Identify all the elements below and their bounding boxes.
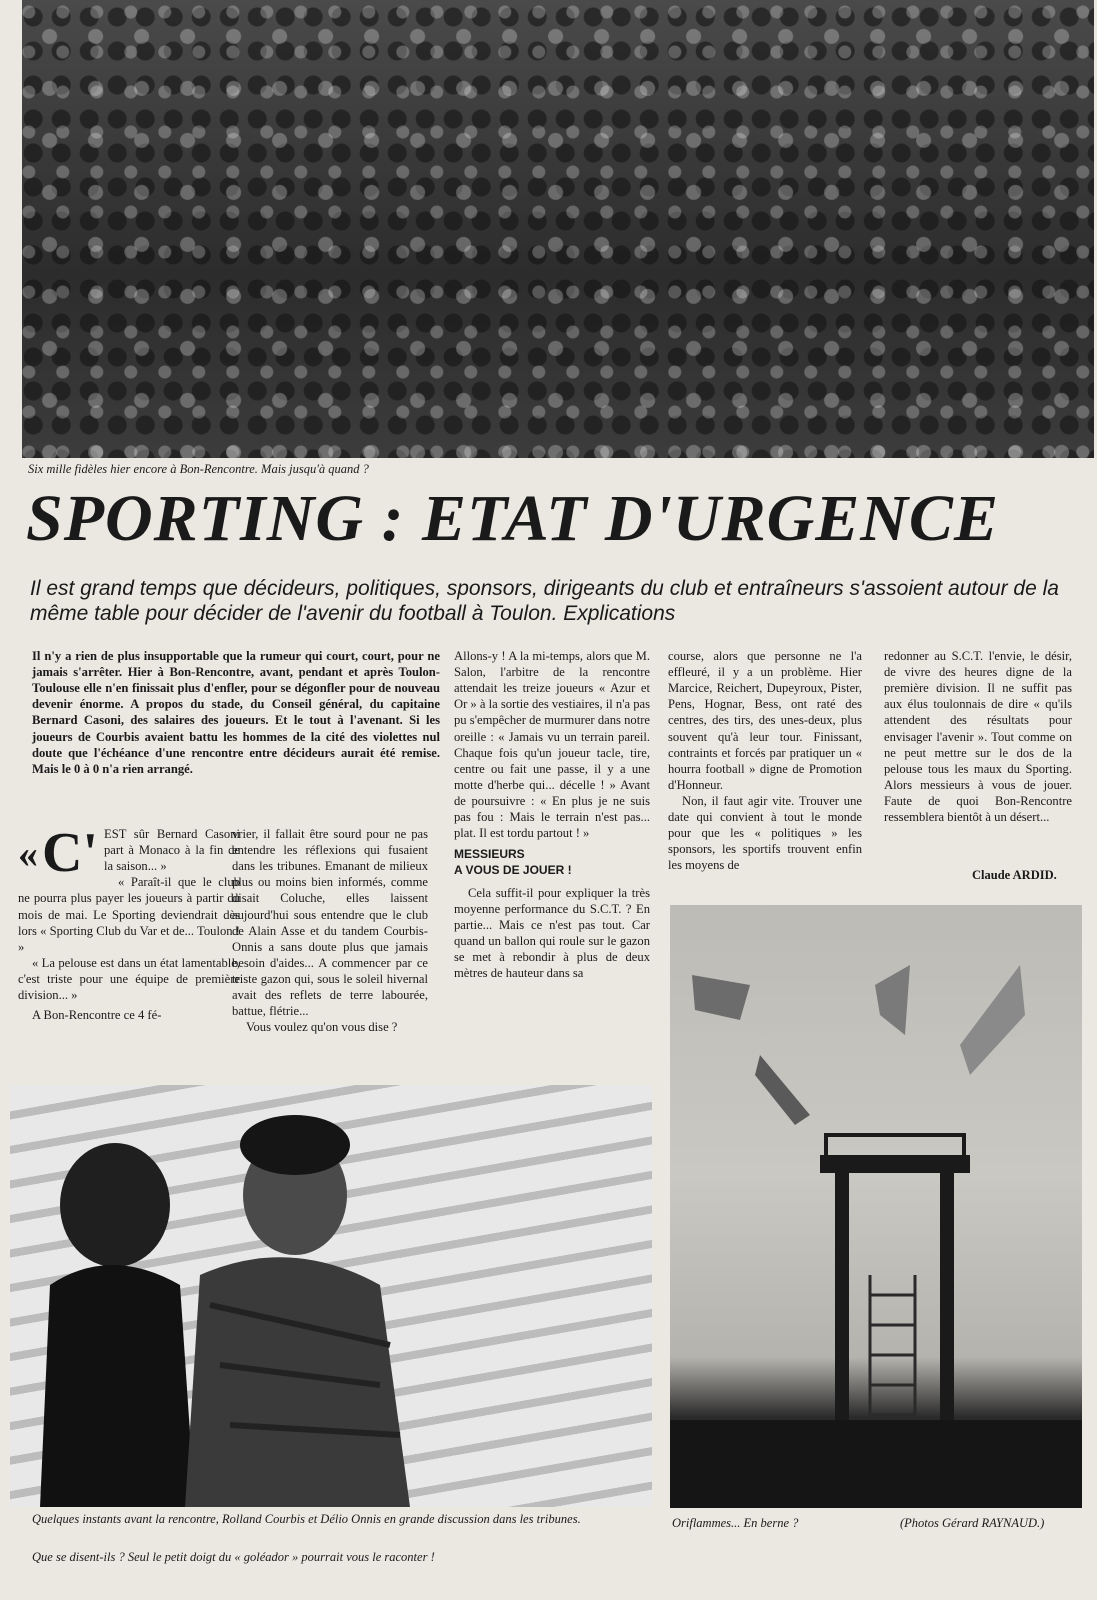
headline: SPORTING : ETAT D'URGENCE (26, 482, 999, 555)
crowd-photo-caption: Six mille fidèles hier encore à Bon-Rencontre. Mais jusqu'à quand ? (28, 462, 369, 476)
column-2-paragraph-1: vrier, il fallait être sourd pour ne pas entendre les réflexions qui fusaient dans les tribunes. Emanant de milieux plus ou moins bien informés, comme disait Coluche, elles laissent aujourd'hui sous entendre que le club de Alain Asse et du tandem Courbis-Onnis a sans doute plus que jamais besoin d'aides... A commencer par ce triste gazon qui, sous le soleil hivernal avait des reflets de terre labourée, battue, flétrie... (232, 827, 428, 1019)
column-1-paragraph-4: A Bon-Rencontre ce 4 fé- (32, 1008, 162, 1023)
column-4-paragraph-2: Non, il faut agir vite. Trouver une date qui convient à tout le monde pour que les « politiques » les sponsors, les sportifs trouvent enfin les moyens de (668, 793, 862, 873)
column-2-paragraph-2: Vous voulez qu'on vous dise ? (246, 1020, 398, 1035)
column-5 (884, 648, 1072, 825)
column-1-paragraph-3: « La pelouse est dans un état lamentable, c'est triste pour une équipe de première division... » (18, 955, 240, 1003)
coaches-illustration (10, 1085, 652, 1507)
column-1-paragraph-1 (18, 822, 240, 884)
crowd-photo (22, 0, 1094, 458)
coaches-photo-caption-1: Quelques instants avant la rencontre, Rolland Courbis et Délio Onnis en grande discussion dans les tribunes. (32, 1512, 581, 1526)
deck: Il est grand temps que décideurs, politiques, sponsors, dirigeants du club et entraîneurs s'assoient autour de la même table pour décider de l'avenir du football à Toulon. Explications (30, 577, 1059, 626)
byline: Claude ARDID. (972, 868, 1057, 882)
flags-photo-caption: Oriflammes... En berne ? (672, 1516, 799, 1530)
column-4-paragraph-1: course, alors que personne ne l'a effleuré, il y a un problème. Hier Marcice, Reichert, Dupeyroux, Pister, Pens, Hognar, Bess, ont raté des centres, des tirs, des unes-deux, plus souvent qu'à leur tour. Finissant, contraints et forcés par pratiquer un « hourra football » digne de Promotion d'Honneur. (668, 649, 862, 792)
column-3-subhead (454, 847, 650, 878)
column-1-text-1: EST sûr Bernard Casoni part à Monaco à la fin de la saison... » (104, 827, 240, 874)
column-5-paragraph-1: redonner au S.C.T. l'envie, le désir, de vivre des heures digne de la première division. Il ne suffit pas aux élus toulonnais de dire « qu'ils attendent des résultats pour envisager l'avenir ». Tout comme on ne peut mettre sur le dos de la pelouse tous les maux du Sporting. Alors messieurs à vous de jouer. Faute de quoi Bon-Rencontre ressemblera bientôt à un désert... (884, 649, 1072, 825)
column-4 (668, 648, 862, 874)
flag-tower-illustration (670, 905, 1082, 1508)
drop-cap: C' (42, 822, 98, 884)
subhead-line-1: MESSIEURS (454, 847, 525, 862)
coaches-photo-caption-2: Que se disent-ils ? Seul le petit doigt du « goléador » pourrait vous le raconter ! (32, 1550, 435, 1564)
column-3-paragraph-1: Allons-y ! A la mi-temps, alors que M. Salon, l'arbitre de la rencontre attendait les treize joueurs « Azur et Or » à la sortie des vestiaires, il n'a pas pu s'empêcher de murmurer dans notre oreille : « Jamais vu un terrain pareil. Chaque fois qu'un joueur tacle, tire, centre ou fait une passe, il y a une motte d'herbe qui... décelle ! » Avant de poursuivre : « En plus je ne suis pas fou : Mais le terrain n'est pas... plat. Il est tordu partout ! » (454, 649, 651, 841)
column-3-paragraph-2: Cela suffit-il pour expliquer la très moyenne performance du S.C.T. ? En partie... Mais ce n'est pas tout. Car quand un ballon qui roule sur le gazon se met à rebondir à plus de deux mètres de hauteur dans sa (454, 885, 650, 981)
column-1-paragraph-2: « Paraît-il que le club ne pourra plus payer les joueurs à partir du mois de mai. Le Sporting deviendrait dès lors « Sporting Club du Var et de... Toulon ! » (18, 875, 240, 954)
lead-paragraph: Il n'y a rien de plus insupportable que la rumeur qui court, court, pour ne jamais s'arrêter. Hier à Bon-Rencontre, avant, pendant et après Toulon-Toulouse elle n'en finissait plus d'enfler, pour se dégonfler pour de nouveau devenir énorme. A propos du stade, du Conseil général, du capitaine Bernard Casoni, des salaires des joueurs. Et le tout à l'avenant. Si les joueurs de Courbis avaient battu les hommes de la cité des violettes nul doute que l'échéance d'une rencontre entre décideurs aurait été remise. Mais le 0 à 0 n'a rien arrangé. (32, 649, 440, 776)
quote-mark: « (18, 831, 38, 876)
column-1 (18, 822, 240, 1023)
column-2 (232, 826, 428, 1035)
subhead-line-2: A VOUS DE JOUER ! (454, 862, 572, 877)
photo-credit: (Photos Gérard RAYNAUD.) (900, 1516, 1045, 1530)
column-3 (454, 648, 650, 981)
flags-photo (670, 905, 1082, 1508)
coaches-photo (10, 1085, 652, 1507)
